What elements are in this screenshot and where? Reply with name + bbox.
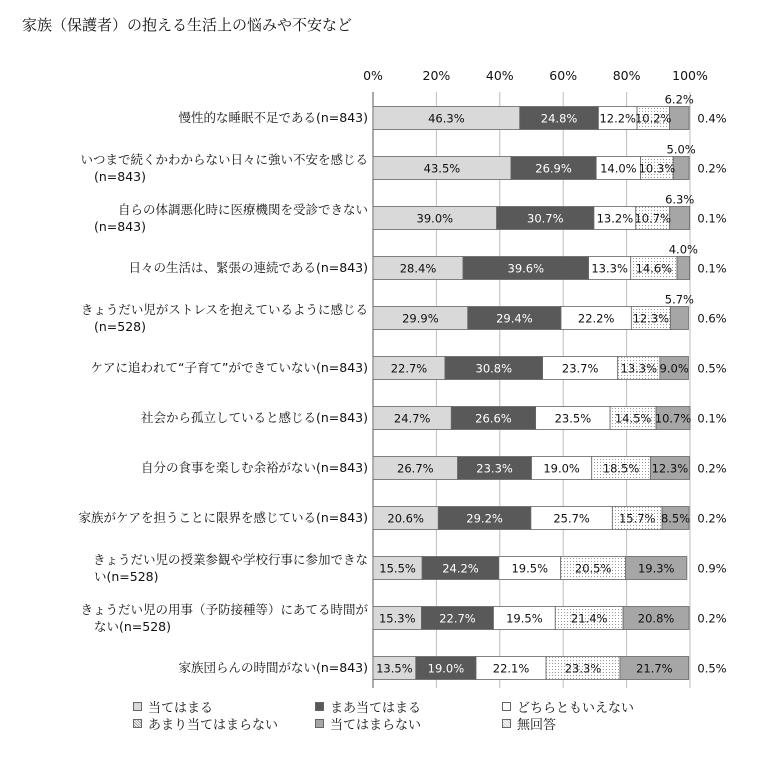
data-label: 21.7% bbox=[636, 661, 673, 676]
data-label: 30.7% bbox=[527, 211, 564, 226]
data-label: 15.5% bbox=[379, 561, 416, 576]
data-label: 22.1% bbox=[492, 661, 530, 676]
category-label-line: きょうだい児の用事（予防接種等）にあてる時間が bbox=[80, 602, 368, 617]
data-label: 10.7% bbox=[654, 411, 692, 426]
x-tick-label: 60% bbox=[549, 68, 578, 83]
bar-segment bbox=[673, 157, 689, 180]
data-label: 25.7% bbox=[553, 511, 590, 526]
bar-segment bbox=[670, 207, 690, 230]
no-answer-label: 0.4% bbox=[697, 111, 727, 126]
no-answer-label: 0.2% bbox=[697, 161, 727, 176]
data-label: 8.5% bbox=[660, 511, 691, 526]
data-label: 29.4% bbox=[496, 311, 533, 326]
legend-label: あまり当てはまらない bbox=[148, 718, 279, 733]
data-label: 23.7% bbox=[561, 361, 599, 376]
category-label-line: い(n=528) bbox=[94, 569, 159, 584]
data-label: 19.0% bbox=[427, 661, 465, 676]
data-label: 22.7% bbox=[390, 361, 428, 376]
data-label: 22.2% bbox=[577, 311, 615, 326]
data-label: 26.6% bbox=[475, 411, 512, 426]
category-label-line: きょうだい児の授業参観や学校行事に参加できな bbox=[92, 552, 368, 567]
legend-label: まあ当てはまる bbox=[330, 701, 422, 716]
category-label-line: 自分の食事を楽しむ余裕がない(n=843) bbox=[140, 460, 368, 475]
data-label: 12.3% bbox=[632, 311, 670, 326]
data-label: 12.2% bbox=[599, 111, 636, 126]
data-label: 23.5% bbox=[554, 411, 592, 426]
data-label: 43.5% bbox=[423, 161, 461, 176]
data-label: 23.3% bbox=[564, 661, 602, 676]
data-label: 19.5% bbox=[506, 611, 543, 626]
data-label: 30.8% bbox=[475, 361, 513, 376]
category-label-line: いつまで続くかわからない日々に強い不安を感じる bbox=[80, 152, 368, 167]
bar-segment bbox=[677, 257, 690, 280]
x-tick-label: 100% bbox=[672, 68, 708, 83]
category-label-line: 家族がケアを担うことに限界を感じている(n=843) bbox=[78, 510, 368, 525]
no-answer-label: 0.9% bbox=[697, 561, 727, 576]
chart-title: 家族（保護者）の抱える生活上の悩みや不安など bbox=[22, 16, 353, 34]
x-tick-label: 80% bbox=[612, 68, 641, 83]
data-label: 10.2% bbox=[634, 111, 672, 126]
category-label-line: 家族団らんの時間がない(n=843) bbox=[178, 660, 368, 675]
data-label: 29.9% bbox=[402, 311, 439, 326]
data-label: 19.3% bbox=[637, 561, 675, 576]
data-label: 13.3% bbox=[620, 361, 658, 376]
data-label: 19.5% bbox=[511, 561, 549, 576]
category-label-line: 社会から孤立していると感じる(n=843) bbox=[140, 410, 368, 425]
data-label: 13.3% bbox=[591, 261, 628, 276]
data-label: 46.3% bbox=[428, 111, 465, 126]
data-label: 5.7% bbox=[664, 292, 694, 307]
category-label-line: 日々の生活は、緊張の連続である(n=843) bbox=[128, 260, 368, 275]
legend-label: 当てはまる bbox=[148, 701, 214, 716]
bar-segment bbox=[670, 307, 688, 330]
legend-item bbox=[315, 714, 421, 733]
no-answer-label: 0.5% bbox=[697, 361, 727, 376]
data-label: 13.2% bbox=[596, 211, 634, 226]
legend-swatch bbox=[133, 702, 142, 711]
category-label-line: (n=843) bbox=[94, 169, 147, 184]
no-answer-label: 0.2% bbox=[697, 461, 727, 476]
data-label: 15.7% bbox=[618, 511, 656, 526]
legend-label: 当てはまらない bbox=[330, 718, 422, 733]
legend-item bbox=[502, 714, 556, 733]
category-label-line: きょうだい児がストレスを抱えているように感じる bbox=[80, 302, 368, 317]
data-label: 39.0% bbox=[416, 211, 454, 226]
data-label: 24.2% bbox=[442, 561, 479, 576]
category-label-line: (n=528) bbox=[94, 319, 147, 334]
data-label: 21.4% bbox=[570, 611, 608, 626]
data-label: 22.7% bbox=[439, 611, 476, 626]
data-label: 20.5% bbox=[574, 561, 612, 576]
legend-swatch bbox=[502, 702, 511, 711]
data-label: 20.6% bbox=[387, 511, 424, 526]
x-tick-label: 40% bbox=[485, 68, 514, 83]
data-label: 26.7% bbox=[397, 461, 434, 476]
data-label: 28.4% bbox=[399, 261, 437, 276]
legend-swatch bbox=[315, 719, 324, 728]
legend-swatch bbox=[133, 719, 142, 728]
x-tick-label: 0% bbox=[363, 68, 383, 83]
data-label: 5.0% bbox=[666, 142, 696, 157]
data-label: 39.6% bbox=[507, 261, 545, 276]
data-label: 14.6% bbox=[635, 261, 673, 276]
legend-label: 無回答 bbox=[517, 718, 557, 733]
data-label: 4.0% bbox=[668, 242, 698, 257]
legend-item bbox=[133, 714, 278, 733]
no-answer-label: 0.2% bbox=[697, 611, 727, 626]
category-label-line: 自らの体調悪化時に医療機関を受診できない bbox=[117, 202, 368, 217]
legend-swatch bbox=[502, 719, 511, 728]
data-label: 15.3% bbox=[378, 611, 416, 626]
no-answer-label: 0.2% bbox=[697, 511, 727, 526]
category-label-line: ない(n=528) bbox=[94, 619, 172, 634]
data-label: 14.0% bbox=[600, 161, 637, 176]
category-label-line: (n=843) bbox=[94, 219, 147, 234]
category-label-line: 慢性的な睡眠不足である(n=843) bbox=[178, 110, 368, 125]
data-label: 26.9% bbox=[535, 161, 572, 176]
legend-label: どちらともいえない bbox=[517, 701, 635, 716]
data-label: 24.8% bbox=[540, 111, 578, 126]
data-label: 13.5% bbox=[376, 661, 413, 676]
data-label: 19.0% bbox=[543, 461, 580, 476]
bar-segment bbox=[669, 107, 689, 130]
legend-swatch bbox=[315, 702, 324, 711]
data-label: 29.2% bbox=[466, 511, 503, 526]
data-label: 18.5% bbox=[602, 461, 640, 476]
data-label: 6.3% bbox=[665, 192, 695, 207]
category-label-line: ケアに追われて“子育て”ができていない(n=843) bbox=[90, 360, 368, 375]
data-label: 14.5% bbox=[614, 411, 652, 426]
data-label: 24.7% bbox=[393, 411, 431, 426]
no-answer-label: 0.1% bbox=[697, 411, 727, 426]
data-label: 20.8% bbox=[637, 611, 675, 626]
x-tick-label: 20% bbox=[422, 68, 451, 83]
data-label: 10.3% bbox=[638, 161, 676, 176]
data-label: 23.3% bbox=[476, 461, 513, 476]
no-answer-label: 0.1% bbox=[697, 261, 727, 276]
data-label: 6.2% bbox=[664, 92, 694, 107]
no-answer-label: 0.1% bbox=[697, 211, 727, 226]
data-label: 10.7% bbox=[634, 211, 672, 226]
no-answer-label: 0.6% bbox=[697, 311, 727, 326]
data-label: 9.0% bbox=[659, 361, 689, 376]
no-answer-label: 0.5% bbox=[697, 661, 727, 676]
data-label: 12.3% bbox=[651, 461, 689, 476]
